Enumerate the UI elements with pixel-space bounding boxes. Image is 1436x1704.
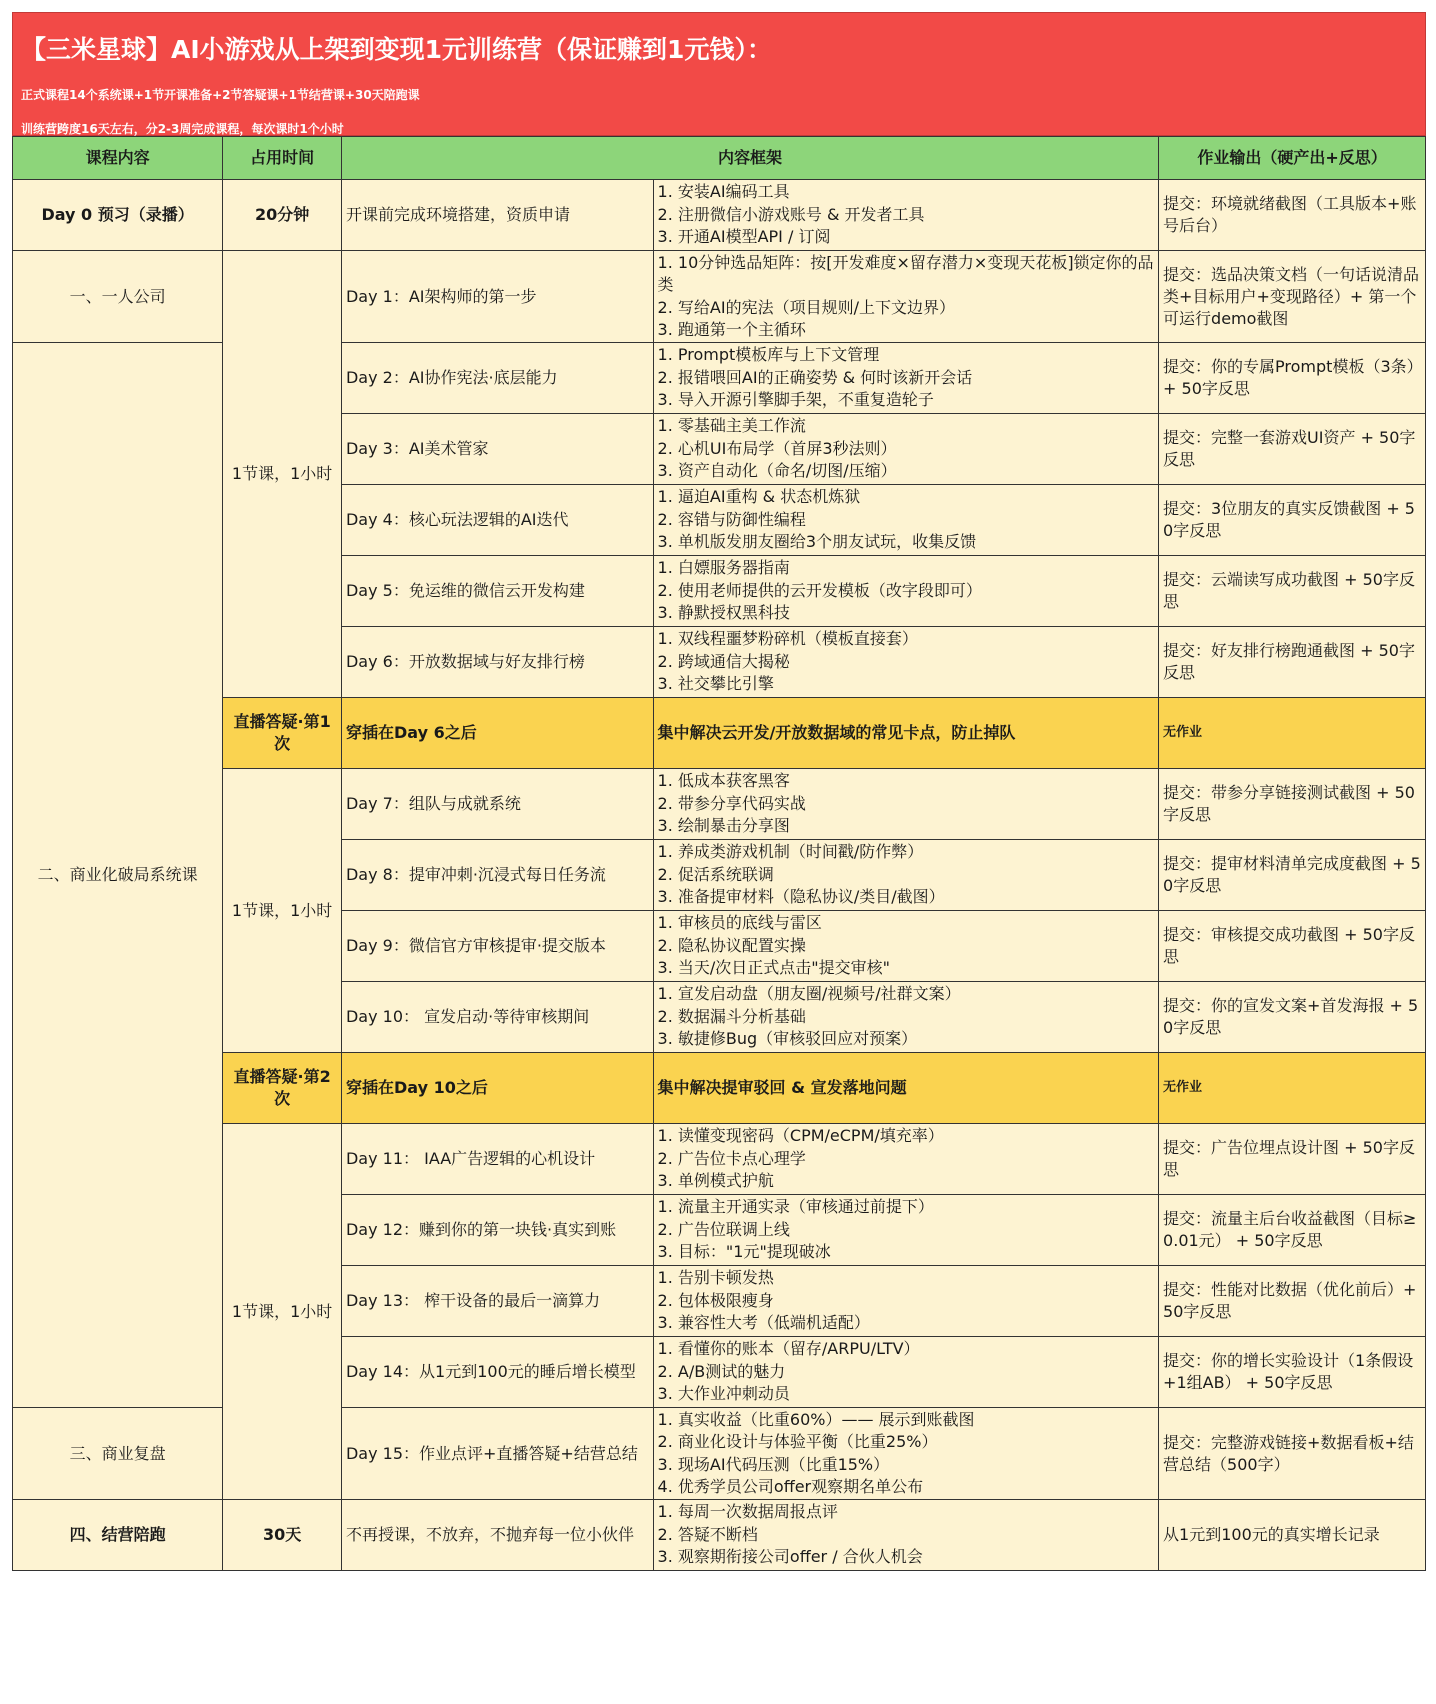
- row-title: Day 4：核心玩法逻辑的AI迭代: [341, 485, 653, 556]
- time-final: 30天: [223, 1500, 342, 1571]
- row-title: Day 9：微信官方审核提审·提交版本: [341, 911, 653, 982]
- row-title: Day 7：组队与成就系统: [341, 769, 653, 840]
- header-time: 占用时间: [223, 137, 342, 180]
- header-row: [13, 137, 1426, 180]
- table-row: [13, 180, 1426, 251]
- row-title: Day 6：开放数据域与好友排行榜: [341, 627, 653, 698]
- row-points: 1. 审核员的底线与雷区 2. 隐私协议配置实操 3. 当天/次日正式点击"提交审核": [653, 911, 1159, 982]
- table-row: [13, 251, 1426, 343]
- row-output: 提交：云端读写成功截图 + 50字反思: [1159, 556, 1426, 627]
- table-row: [13, 769, 1426, 840]
- section-final-support: 四、结营陪跑: [13, 1500, 223, 1571]
- row-title: Day 1：AI架构师的第一步: [341, 251, 653, 343]
- row-points: 1. 养成类游戏机制（时间戳/防作弊） 2. 促活系统联调 3. 准备提审材料（隐私协议/类目/截图）: [653, 840, 1159, 911]
- row-points: 1. 告别卡顿发热 2. 包体极限瘦身 3. 兼容性大考（低端机适配）: [653, 1266, 1159, 1337]
- row-points: 1. 流量主开通实录（审核通过前提下） 2. 广告位联调上线 3. 目标："1元"提现破冰: [653, 1195, 1159, 1266]
- row-output: 提交：流量主后台收益截图（目标≥0.01元） + 50字反思: [1159, 1195, 1426, 1266]
- row-output: 提交：性能对比数据（优化前后）+ 50字反思: [1159, 1266, 1426, 1337]
- row-output: 提交：3位朋友的真实反馈截图 + 50字反思: [1159, 485, 1426, 556]
- row-output: 提交：好友排行榜跑通截图 + 50字反思: [1159, 627, 1426, 698]
- row-title: Day 12：赚到你的第一块钱·真实到账: [341, 1195, 653, 1266]
- qa-focus: 集中解决提审驳回 & 宣发落地问题: [653, 1053, 1159, 1124]
- title-banner: [12, 12, 1426, 136]
- row-output: 提交：完整一套游戏UI资产 + 50字反思: [1159, 414, 1426, 485]
- row-points: 1. 宣发启动盘（朋友圈/视频号/社群文案） 2. 数据漏斗分析基础 3. 敏捷修Bug（审核驳回应对预案）: [653, 982, 1159, 1053]
- row-title: Day 2：AI协作宪法·底层能力: [341, 343, 653, 414]
- time-day0: 20分钟: [223, 180, 342, 251]
- row-output: 提交：你的增长实验设计（1条假设+1组AB） + 50字反思: [1159, 1337, 1426, 1408]
- row-title: Day 8：提审冲刺·沉浸式每日任务流: [341, 840, 653, 911]
- row-points: 1. 看懂你的账本（留存/ARPU/LTV） 2. A/B测试的魅力 3. 大作业冲刺动员: [653, 1337, 1159, 1408]
- qa-row: [13, 1053, 1426, 1124]
- row-output: 提交：审核提交成功截图 + 50字反思: [1159, 911, 1426, 982]
- course-table: [12, 136, 1426, 1571]
- qa-label: 直播答疑·第2次: [223, 1053, 342, 1124]
- row-title: Day 13： 榨干设备的最后一滴算力: [341, 1266, 653, 1337]
- header-course-content: 课程内容: [13, 137, 223, 180]
- row-points: 1. 低成本获客黑客 2. 带参分享代码实战 3. 绘制暴击分享图: [653, 769, 1159, 840]
- section-one-person-company: 一、一人公司: [13, 251, 223, 343]
- row-output: 提交：完整游戏链接+数据看板+结营总结（500字）: [1159, 1408, 1426, 1500]
- qa-when: 穿插在Day 6之后: [341, 698, 653, 769]
- time-block-1: 1节课，1小时: [223, 251, 342, 698]
- row-points: 1. 读懂变现密码（CPM/eCPM/填充率） 2. 广告位卡点心理学 3. 单例模式护航: [653, 1124, 1159, 1195]
- row-points: 1. 逼迫AI重构 & 状态机炼狱 2. 容错与防御性编程 3. 单机版发朋友圈给3个朋友试玩，收集反馈: [653, 485, 1159, 556]
- row-points: 1. 安装AI编码工具 2. 注册微信小游戏账号 & 开发者工具 3. 开通AI模型API / 订阅: [653, 180, 1159, 251]
- row-output: 提交：你的宣发文案+首发海报 + 50字反思: [1159, 982, 1426, 1053]
- row-title: Day 11： IAA广告逻辑的心机设计: [341, 1124, 653, 1195]
- row-title: 不再授课，不放弃，不抛弃每一位小伙伴: [341, 1500, 653, 1571]
- row-points: 1. 每周一次数据周报点评 2. 答疑不断档 3. 观察期衔接公司offer / 合伙人机会: [653, 1500, 1159, 1571]
- row-title: 开课前完成环境搭建，资质申请: [341, 180, 653, 251]
- row-title: Day 14：从1元到100元的睡后增长模型: [341, 1337, 653, 1408]
- qa-focus: 集中解决云开发/开放数据域的常见卡点，防止掉队: [653, 698, 1159, 769]
- row-output: 从1元到100元的真实增长记录: [1159, 1500, 1426, 1571]
- row-points: 1. Prompt模板库与上下文管理 2. 报错喂回AI的正确姿势 & 何时该新开会话 3. 导入开源引擎脚手架，不重复造轮子: [653, 343, 1159, 414]
- header-output: 作业输出（硬产出+反思）: [1159, 137, 1426, 180]
- row-output: 提交：带参分享链接测试截图 + 50字反思: [1159, 769, 1426, 840]
- section-day0: Day 0 预习（录播）: [13, 180, 223, 251]
- time-block-3: 1节课，1小时: [223, 1124, 342, 1500]
- row-points: 1. 白嫖服务器指南 2. 使用老师提供的云开发模板（改字段即可） 3. 静默授权黑科技: [653, 556, 1159, 627]
- row-title: Day 3：AI美术管家: [341, 414, 653, 485]
- section-commercial-system: 二、商业化破局系统课: [13, 343, 223, 1408]
- row-output: 提交：你的专属Prompt模板（3条）+ 50字反思: [1159, 343, 1426, 414]
- row-output: 提交：广告位埋点设计图 + 50字反思: [1159, 1124, 1426, 1195]
- qa-row: [13, 698, 1426, 769]
- qa-when: 穿插在Day 10之后: [341, 1053, 653, 1124]
- row-title: Day 5：免运维的微信云开发构建: [341, 556, 653, 627]
- row-points: 1. 双线程噩梦粉碎机（模板直接套） 2. 跨域通信大揭秘 3. 社交攀比引擎: [653, 627, 1159, 698]
- course-duration-line: 训练营跨度16天左右，分2-3周完成课程，每次课时1个小时: [21, 122, 344, 136]
- row-points: 1. 10分钟选品矩阵：按[开发难度×留存潜力×变现天花板]锁定你的品类 2. 写给AI的宪法（项目规则/上下文边界） 3. 跑通第一个主循环: [653, 251, 1159, 343]
- course-sheet: [12, 12, 1426, 1571]
- course-summary-line: 正式课程14个系统课+1节开课准备+2节答疑课+1节结营课+30天陪跑课: [21, 88, 420, 102]
- row-output: 提交：环境就绪截图（工具版本+账号后台）: [1159, 180, 1426, 251]
- qa-label: 直播答疑·第1次: [223, 698, 342, 769]
- section-commercial-review: 三、商业复盘: [13, 1408, 223, 1500]
- row-points: 1. 真实收益（比重60%）—— 展示到账截图 2. 商业化设计与体验平衡（比重25%） 3. 现场AI代码压测（比重15%） 4. 优秀学员公司offer观察期名单公布: [653, 1408, 1159, 1500]
- row-output: 提交：提审材料清单完成度截图 + 50字反思: [1159, 840, 1426, 911]
- row-points: 1. 零基础主美工作流 2. 心机UI布局学（首屏3秒法则） 3. 资产自动化（命名/切图/压缩）: [653, 414, 1159, 485]
- header-framework: 内容框架: [341, 137, 1158, 180]
- course-title: 【三米星球】AI小游戏从上架到变现1元训练营（保证赚到1元钱）：: [21, 35, 772, 64]
- table-row: [13, 1500, 1426, 1571]
- qa-output: 无作业: [1159, 698, 1426, 769]
- row-title: Day 15：作业点评+直播答疑+结营总结: [341, 1408, 653, 1500]
- table-row: [13, 1124, 1426, 1195]
- time-block-2: 1节课，1小时: [223, 769, 342, 1053]
- row-output: 提交：选品决策文档（一句话说清品类+目标用户+变现路径）+ 第一个可运行demo截图: [1159, 251, 1426, 343]
- row-title: Day 10： 宣发启动·等待审核期间: [341, 982, 653, 1053]
- qa-output: 无作业: [1159, 1053, 1426, 1124]
